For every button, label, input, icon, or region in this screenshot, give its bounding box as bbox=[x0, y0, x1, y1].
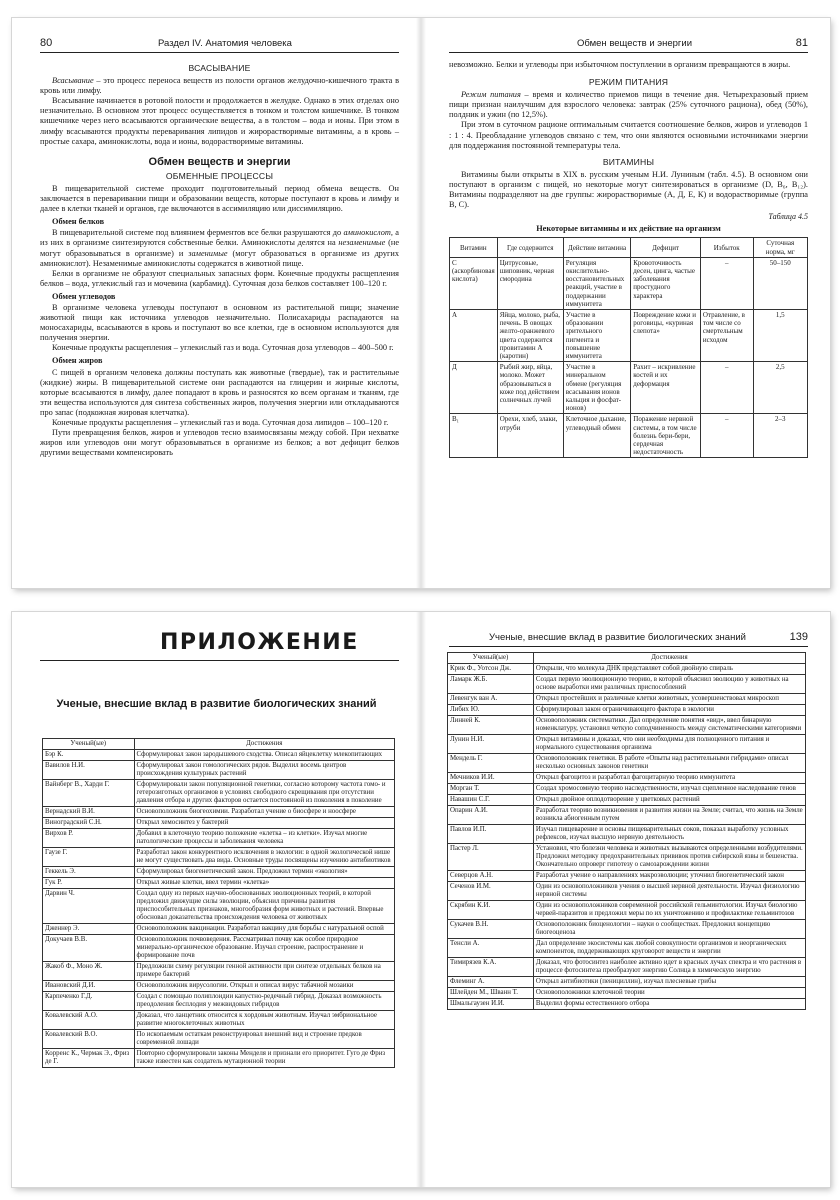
achievement-cell: Один из основоположников учения о высшей нервной деятельности. Изучал физиологию нервной системы bbox=[533, 882, 805, 901]
column-header: Где содержится bbox=[497, 238, 563, 257]
chapter-heading: Обмен веществ и энергии bbox=[148, 155, 291, 168]
achievement-cell: Разработал учение о направлениях макроэволюции; уточнил биогенетический закон bbox=[533, 871, 805, 882]
table-cell: С (аскорбиновая кислота) bbox=[450, 257, 498, 309]
table-label: Таблица 4.5 bbox=[768, 212, 808, 222]
achievement-cell: Доказал, что ланцетник относится к хордовым животным. Изучал эмбриональное развитие многоклеточных животных bbox=[134, 1011, 394, 1030]
page-appendix bbox=[12, 612, 421, 1187]
achievement-cell: Создал одну из первых научно-обоснованных эволюционных теорий, в которой предложил движущие силы эволюции, объяснил причины развития приспособительных признаков, многообразия форм животных и растений. Впервые обосновал доказательства происхождения человека от животных bbox=[134, 889, 394, 924]
paragraph-text: – время и количество приемов пищи в течение дня. Четырехразовый прием пищи признан наилучшим для взрослого человека: завтрак (25% суточного рациона), обед (50%), полдник и ужин (по 12,5%). bbox=[449, 90, 808, 120]
achievement-cell: Создал первую эволюционную теорию, в которой объяснил эволюцию у животных на основе выработки ими различных приспособлений bbox=[533, 675, 805, 694]
scientist-name-cell: Вайнберг В., Харди Г. bbox=[43, 780, 135, 807]
table-cell: Орехи, хлеб, злаки, отруби bbox=[497, 414, 563, 458]
table-row bbox=[448, 795, 806, 806]
page-header bbox=[449, 630, 808, 647]
appendix-title: ПРИЛОЖЕНИЕ bbox=[160, 630, 359, 655]
column-header: Избыток bbox=[700, 238, 753, 257]
table-row bbox=[448, 999, 806, 1010]
table-header-row bbox=[448, 653, 806, 664]
scientist-name-cell: Мендель Г. bbox=[448, 754, 534, 773]
scientists-table-wrap bbox=[42, 738, 395, 1068]
table-body bbox=[448, 664, 806, 1010]
table-row bbox=[448, 988, 806, 999]
column-header: Достижения bbox=[533, 653, 805, 664]
achievement-cell: Открыл фагоцитоз и разработал фагоцитарную теорию иммунитета bbox=[533, 773, 805, 784]
scientists-table-continued bbox=[447, 652, 806, 1010]
page-139 bbox=[421, 612, 830, 1187]
table-cell: Кровоточивость десен, цинга, частые заболевания простудного характера bbox=[631, 257, 701, 309]
section-heading: ОБМЕННЫЕ ПРОЦЕССЫ bbox=[165, 170, 274, 181]
table-row bbox=[450, 362, 808, 414]
table-row bbox=[448, 958, 806, 977]
paragraph-text: , а из них в организме синтезируются собственные белки. Аминокислоты делятся на bbox=[40, 228, 399, 248]
paragraph: В пищеварительной системе проходит подготовительный период обмена веществ. Он заключается в переваривании пищи и образовании веществ, которые поступают в кровь и лимфу и далее в клетки тканей и органов, где включаются в ассимиляцию или диссимиляцию. bbox=[40, 183, 399, 214]
term: незаменимые bbox=[338, 238, 386, 248]
scientist-name-cell: Либих Ю. bbox=[448, 705, 534, 716]
scientist-name-cell: Бэр К. bbox=[43, 750, 135, 761]
scientist-name-cell: Ламарк Ж.Б. bbox=[448, 675, 534, 694]
achievement-cell: По ископаемым остаткам реконструировал внешний вид и строение предков современной лошади bbox=[134, 1030, 394, 1049]
paragraph bbox=[40, 228, 399, 268]
table-row bbox=[43, 829, 395, 848]
table-row bbox=[43, 818, 395, 829]
scientist-name-cell: Шлейден М., Шванн Т. bbox=[448, 988, 534, 999]
table-cell: – bbox=[700, 257, 753, 309]
page-number: 139 bbox=[789, 631, 808, 643]
table-row bbox=[43, 848, 395, 867]
scientist-name-cell: Карпеченко Г.Д. bbox=[43, 992, 135, 1011]
table-row bbox=[448, 871, 806, 882]
table-cell: Отравление, в том числе со смертельным исходом bbox=[700, 310, 753, 362]
scientist-name-cell: Опарин А.И. bbox=[448, 806, 534, 825]
achievement-cell: Добавил в клеточную теорию положение «клетка – из клетки». Изучал многие патологические процессы и заболевания человека bbox=[134, 829, 394, 848]
scientist-name-cell: Гаузе Г. bbox=[43, 848, 135, 867]
scientist-name-cell: Вавилов Н.И. bbox=[43, 761, 135, 780]
achievement-cell: Сформулировал закон зародышевого сходства. Описал яйцеклетку млекопитающих bbox=[134, 750, 394, 761]
term: Режим питания bbox=[461, 90, 521, 100]
table-cell: B₁ bbox=[450, 414, 498, 458]
term: заменимые bbox=[188, 248, 228, 258]
bottom-spread bbox=[12, 612, 830, 1187]
table-cell: Клеточное дыхание, углеводный обмен bbox=[563, 414, 630, 458]
scientist-name-cell: Вирхов Р. bbox=[43, 829, 135, 848]
column-header: Ученый(ые) bbox=[43, 739, 135, 750]
table-cell: Цитрусовые, шиповник, черная смородина bbox=[497, 257, 563, 309]
achievement-cell: Сформулировали закон популяционной генетики, согласно которому частота гомо- и гетерозиготных организмов в условиях свободного скрещивания при отсутствии давления отбора и других факторов остается постоянной из поколения в поколение bbox=[134, 780, 394, 807]
column-header: Действие витамина bbox=[563, 238, 630, 257]
running-title: Ученые, внесшие вклад в развитие биологических знаний bbox=[489, 632, 746, 643]
scientists-table-wrap bbox=[447, 652, 806, 1010]
paragraph bbox=[40, 76, 399, 96]
scientist-name-cell: Северцов А.Н. bbox=[448, 871, 534, 882]
table-row bbox=[448, 882, 806, 901]
scientist-name-cell: Тимирязев К.А. bbox=[448, 958, 534, 977]
achievement-cell: Доказал, что фотосинтез наиболее активно идет в красных лучах спектра и что растения в процессе фотосинтеза преобразуют энергию Солнца в химическую энергию bbox=[533, 958, 805, 977]
term: аминокислот bbox=[343, 228, 391, 238]
achievement-cell: Сформулировал биогенетический закон. Предложил термин «экология» bbox=[134, 867, 394, 878]
page-body bbox=[449, 60, 808, 458]
table-cell: 2–3 bbox=[753, 414, 807, 458]
achievement-cell: Сформулировал закон ограничивающего фактора в экологии bbox=[533, 705, 805, 716]
scientists-table bbox=[42, 738, 395, 1068]
paragraph: При этом в суточном рационе оптимальным считается соотношение белков, жиров и углеводов 1 : 1 : 4. Преобладание углеводов связано с тем, что они являются основными источниками энергии для поддержания постоянной температуры тела. bbox=[449, 120, 808, 150]
subsection-heading: Обмен белков bbox=[52, 217, 105, 227]
table-row bbox=[450, 257, 808, 309]
achievement-cell: Основоположник вирусологии. Открыл и описал вирус табачной мозаики bbox=[134, 981, 394, 992]
table-row bbox=[448, 754, 806, 773]
scientist-name-cell: Пастер Л. bbox=[448, 844, 534, 871]
scientist-name-cell: Ивановский Д.И. bbox=[43, 981, 135, 992]
scientist-name-cell: Докучаев В.В. bbox=[43, 935, 135, 962]
table-cell: А bbox=[450, 310, 498, 362]
paragraph: Пути превращения белков, жиров и углеводов тесно взаимосвязаны между собой. При нехватке жиров или углеводов они могут образовываться в организме из белков; а вот дефицит белков другими веществами компенсировать bbox=[40, 428, 399, 458]
page-number: 81 bbox=[795, 37, 808, 49]
paragraph: Всасывание начинается в ротовой полости и продолжается в желудке. Однако в этих отделах оно незначительно. В основном этот процесс осуществляется в тонком и толстом кишечнике. В тонком кишечнике через него всасываются органические вещества, а в толстом – вода и ионы. При этом в лимфу всасываются продукты переваривания липидов и жирорастворимые витамины, а в кровь – простые сахара, аминокислоты, вода и ионы, водорастворимые витамины. bbox=[40, 96, 399, 146]
achievement-cell: Разработал закон конкурентного исключения в экологии: в одной экологической нише не могут существовать два вида. Основные труды посвящены изучению антибиотиков bbox=[134, 848, 394, 867]
scientist-name-cell: Виноградский С.Н. bbox=[43, 818, 135, 829]
paragraph: С пищей в организм человека должны поступать как животные (твердые), так и растительные (жидкие) жиры. В пищеварительной системе они распадаются на глицерин и жирные кислоты, которые всасываются в лимфу, далее попадают в кровь и разносятся ко всем органам и тканям, где эти вещества используются для синтеза собственных жиров, получения энергии или откладываются про запас (подкожная жировая клетчатка). bbox=[40, 367, 399, 417]
table-cell: Регуляция окислительно-восстановительных реакций, участие в поддержании иммунитета bbox=[563, 257, 630, 309]
page-header bbox=[40, 36, 399, 53]
scientist-name-cell: Павлов И.П. bbox=[448, 825, 534, 844]
table-row bbox=[43, 962, 395, 981]
table-row bbox=[43, 750, 395, 761]
table-row bbox=[43, 878, 395, 889]
table-row bbox=[448, 784, 806, 795]
page-80 bbox=[12, 18, 421, 588]
table-row bbox=[43, 935, 395, 962]
scientist-name-cell: Ковалевский А.О. bbox=[43, 1011, 135, 1030]
scientist-name-cell: Флеминг А. bbox=[448, 977, 534, 988]
table-row bbox=[448, 705, 806, 716]
table-cell: – bbox=[700, 362, 753, 414]
table-cell: Д bbox=[450, 362, 498, 414]
table-cell: Рыбий жир, яйца, молоко. Может образовываться в коже под действием солнечных лучей bbox=[497, 362, 563, 414]
achievement-cell: Открыл простейших и различные клетки животных, усовершенствовал микроскоп bbox=[533, 694, 805, 705]
scientist-name-cell: Гук Р. bbox=[43, 878, 135, 889]
table-row bbox=[43, 1030, 395, 1049]
achievement-cell: Основоположник вакцинации. Разработал вакцину для борьбы с натуральной оспой bbox=[134, 924, 394, 935]
scientist-name-cell: Жакоб Ф., Моно Ж. bbox=[43, 962, 135, 981]
table-row bbox=[448, 664, 806, 675]
achievement-cell: Открыл витамины и доказал, что они необходимы для полноценного питания и нормального существования организма bbox=[533, 735, 805, 754]
table-cell: 50–150 bbox=[753, 257, 807, 309]
section-heading: ВИТАМИНЫ bbox=[602, 156, 655, 167]
paragraph: В организме человека углеводы поступают в основном из растительной пищи; значение животной пищи как источника углеводов незначительно. Полисахариды распадаются на моносахариды, всасываются в кровь и поступают во все клетки, где в основном используются для получения энергии. bbox=[40, 302, 399, 343]
scientist-name-cell: Ковалевский В.О. bbox=[43, 1030, 135, 1049]
table-row bbox=[450, 414, 808, 458]
table-header-row bbox=[43, 739, 395, 750]
table-row bbox=[43, 992, 395, 1011]
paragraph-text: В пищеварительной системе под влиянием ферментов все белки разрушаются до bbox=[52, 228, 344, 238]
achievement-cell: Основоположник генетики. В работе «Опыты над растительными гибридами» описал несколько основных законов генетики bbox=[533, 754, 805, 773]
achievement-cell: Открыл живые клетки, ввел термин «клетка» bbox=[134, 878, 394, 889]
table-cell: Участие в минеральном обмене (регуляция всасывания ионов кальция и фосфат-ионов) bbox=[563, 362, 630, 414]
table-row bbox=[43, 1049, 395, 1068]
achievement-cell: Открыл антибиотики (пенициллин), изучал плесневые грибы bbox=[533, 977, 805, 988]
scientist-name-cell: Скрябин К.И. bbox=[448, 901, 534, 920]
table-cell: Участие в образовании зрительного пигмента и повышение иммунитета bbox=[563, 310, 630, 362]
achievement-cell: Создал хромосомную теорию наследственности, изучал сцепленное наследование генов bbox=[533, 784, 805, 795]
table-row bbox=[43, 924, 395, 935]
achievement-cell: Основоположник биоценологии – науки о сообществах. Предложил концепцию биогеоценоза bbox=[533, 920, 805, 939]
table-cell: Яйца, молоко, рыба, печень. В овощах желто-оранжевого цвета содержится провитамин А (каротин) bbox=[497, 310, 563, 362]
table-row bbox=[448, 901, 806, 920]
subsection-heading: Обмен жиров bbox=[52, 356, 103, 366]
term: Всасывание bbox=[52, 76, 94, 86]
table-row bbox=[43, 1011, 395, 1030]
table-row bbox=[448, 694, 806, 705]
paragraph bbox=[449, 90, 808, 120]
scientist-name-cell: Крик Ф., Уотсон Дж. bbox=[448, 664, 534, 675]
table-row bbox=[43, 761, 395, 780]
subsection-heading: Обмен углеводов bbox=[52, 291, 116, 301]
achievement-cell: Один из основоположников современной российской гельминтологии. Изучал биологию червей-паразитов и предложил меры по их уничтожению и профилактике гельминтозов bbox=[533, 901, 805, 920]
table-body bbox=[43, 750, 395, 1068]
table-heading: Ученые, внесшие вклад в развитие биологических знаний bbox=[56, 698, 377, 710]
table-row bbox=[43, 807, 395, 818]
column-header: Ученый(ые) bbox=[448, 653, 534, 664]
table-cell: Повреждение кожи и роговицы, «куриная слепота» bbox=[631, 310, 701, 362]
paragraph: Витамины были открыты в XIX в. русским ученым Н.И. Луниным (табл. 4.5). В основном они поступают в организм с пищей, но некоторые могут синтезироваться в организме (D, B₆, B₁₂). Витамины подразделяют на две группы: жирорастворимые (A, Д, Е, К) и водорастворимые (группа B, C). bbox=[449, 169, 808, 210]
paragraph-text: – это процесс переноса веществ из полости органов желудочно-кишечного тракта в кровь или лимфу. bbox=[40, 76, 399, 96]
scientist-name-cell: Дарвин Ч. bbox=[43, 889, 135, 924]
top-spread bbox=[12, 18, 830, 588]
table-row bbox=[43, 981, 395, 992]
achievement-cell: Открыли, что молекула ДНК представляет собой двойную спираль bbox=[533, 664, 805, 675]
achievement-cell: Открыл хемосинтез у бактерий bbox=[134, 818, 394, 829]
table-row bbox=[448, 806, 806, 825]
table-row bbox=[43, 867, 395, 878]
achievement-cell: Выделил формы естественного отбора bbox=[533, 999, 805, 1010]
table-row bbox=[448, 844, 806, 871]
achievement-cell: Основоположник биогеохимии. Разработал учение о биосфере и ноосфере bbox=[134, 807, 394, 818]
achievement-cell: Дал определение экосистемы как любой совокупности организмов и неорганических компонентов, поддерживающих круговорот веществ и энергии bbox=[533, 939, 805, 958]
table-row bbox=[448, 716, 806, 735]
table-cell: Поражение нервной системы, в том числе болезнь бери-бери, сердечная недостаточность bbox=[631, 414, 701, 458]
scientist-name-cell: Лунин Н.И. bbox=[448, 735, 534, 754]
section-heading: РЕЖИМ ПИТАНИЯ bbox=[588, 77, 669, 88]
paragraph: Конечные продукты расщепления – углекислый газ и вода. Суточная доза липидов – 100–120 г. bbox=[52, 418, 389, 427]
table-row bbox=[448, 977, 806, 988]
achievement-cell: Разработал теорию возникновения и развития жизни на Земле; считал, что жизнь на Земле возникла абиогенным путем bbox=[533, 806, 805, 825]
scientist-name-cell: Навашин С.Г. bbox=[448, 795, 534, 806]
running-title: Раздел IV. Анатомия человека bbox=[158, 38, 292, 49]
paragraph-text: (не могут образовываться в организме) и bbox=[40, 238, 399, 258]
vitamins-table bbox=[449, 237, 808, 458]
table-row bbox=[43, 780, 395, 807]
running-title: Обмен веществ и энергии bbox=[577, 38, 693, 49]
page-header bbox=[449, 36, 808, 53]
page-number: 80 bbox=[40, 37, 53, 49]
achievement-cell: Повторно сформулировали законы Менделя и признали его приоритет. Гуго де Фриз также известен как создатель мутационной теории bbox=[134, 1049, 394, 1068]
paragraph: Конечные продукты расщепления – углекислый газ и вода. Суточная доза углеводов – 400–500 г. bbox=[52, 343, 394, 353]
column-header: Дефицит bbox=[631, 238, 701, 257]
achievement-cell: Открыл двойное оплодотворение у цветковых растений bbox=[533, 795, 805, 806]
achievement-cell: Сформулировал закон гомологических рядов. Выделил восемь центров происхождения культурных растений bbox=[134, 761, 394, 780]
section-heading: ВСАСЫВАНИЕ bbox=[188, 63, 251, 73]
achievement-cell: Предложили схему регуляции генной активности при синтезе отдельных белков на примере бактерий bbox=[134, 962, 394, 981]
scientist-name-cell: Левенгук ван А. bbox=[448, 694, 534, 705]
table-row bbox=[448, 939, 806, 958]
achievement-cell: Изучал пищеварение и основы пищеварительных соков, показал выработку условных рефлексов, изучал высшую нервную деятельность bbox=[533, 825, 805, 844]
paragraph-text: (могут образоваться в организме из других аминокислот). Незаменимые аминокислоты содержатся в животной пище. bbox=[40, 248, 399, 268]
achievement-cell: Основоположник систематики. Дал определение понятия «вид», ввел бинарную номенклатуру, установил четкую соподчиненность между систематическими категориями bbox=[533, 716, 805, 735]
table-title: Некоторые витамины и их действие на организм bbox=[536, 224, 721, 234]
column-header: Достижения bbox=[134, 739, 394, 750]
achievement-cell: Основоположники клеточной теории bbox=[533, 988, 805, 999]
table-cell: – bbox=[700, 414, 753, 458]
paragraph: невозможно. Белки и углеводы при избыточном поступлении в организм превращаются в жиры. bbox=[449, 60, 791, 69]
scientist-name-cell: Корренс К., Чермак Э., Фриз де Г. bbox=[43, 1049, 135, 1068]
scientist-name-cell: Дженнер Э. bbox=[43, 924, 135, 935]
achievement-cell: Основоположник почвоведения. Рассматривал почву как особое природное минерально-органическое образование. Изучал строение, распространение и формирование почв bbox=[134, 935, 394, 962]
scientist-name-cell: Линней К. bbox=[448, 716, 534, 735]
table-row bbox=[448, 675, 806, 694]
scientist-name-cell: Мечников И.И. bbox=[448, 773, 534, 784]
page-81 bbox=[421, 18, 830, 588]
title-rule bbox=[40, 660, 399, 661]
table-row bbox=[43, 889, 395, 924]
scientist-name-cell: Шмальгаузен И.И. bbox=[448, 999, 534, 1010]
table-row bbox=[448, 735, 806, 754]
column-header: Суточная норма, мг bbox=[753, 238, 807, 257]
scientist-name-cell: Сеченов И.М. bbox=[448, 882, 534, 901]
table-header-row bbox=[450, 238, 808, 257]
table-row bbox=[448, 773, 806, 784]
scientist-name-cell: Морган Т. bbox=[448, 784, 534, 795]
table-cell: 1,5 bbox=[753, 310, 807, 362]
scientist-name-cell: Тенсли А. bbox=[448, 939, 534, 958]
table-row bbox=[448, 825, 806, 844]
scientist-name-cell: Геккель Э. bbox=[43, 867, 135, 878]
table-cell: Рахит – искривление костей и их деформация bbox=[631, 362, 701, 414]
table-row bbox=[448, 920, 806, 939]
achievement-cell: Установил, что болезни человека и животных вызываются определенными возбудителями. Предложил методику предохранительных прививок против сибирской язвы и бешенства. Окончательно опроверг гипотезу о самозарождении жизни bbox=[533, 844, 805, 871]
scientist-name-cell: Вернадский В.И. bbox=[43, 807, 135, 818]
achievement-cell: Создал с помощью полиплоидии капустно-редечный гибрид. Доказал возможность преодоления бесплодия у межвидовых гибридов bbox=[134, 992, 394, 1011]
page-body bbox=[40, 60, 399, 458]
table-row bbox=[450, 310, 808, 362]
table-cell: 2,5 bbox=[753, 362, 807, 414]
column-header: Витамин bbox=[450, 238, 498, 257]
paragraph: Белки в организме не образуют специальных запасных форм. Конечные продукты расщепления белков – вода, углекислый газ и мочевина (карбамид). Суточная доза белков составляет 100–120 г. bbox=[40, 268, 399, 288]
scientist-name-cell: Сукачев В.Н. bbox=[448, 920, 534, 939]
